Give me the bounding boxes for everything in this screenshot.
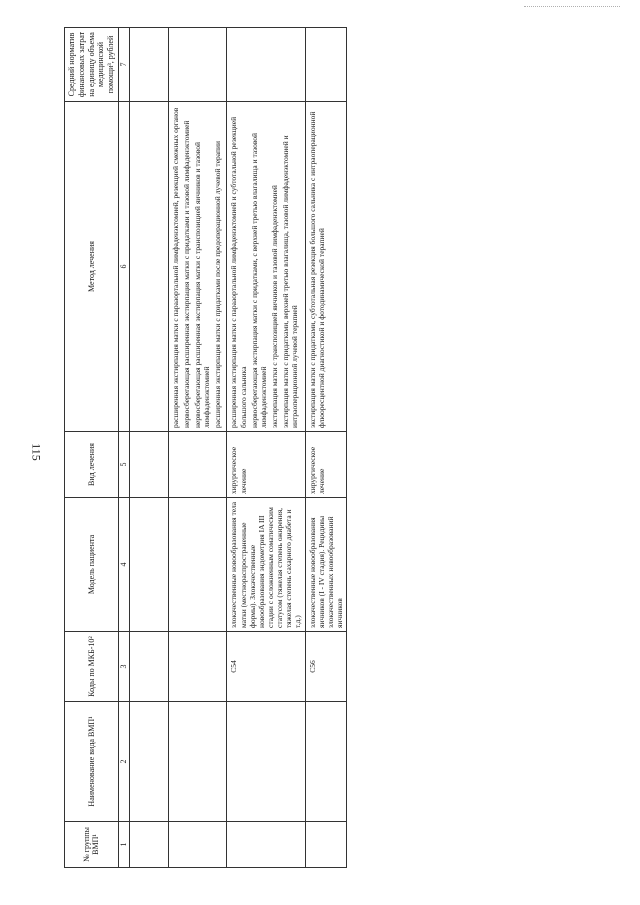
method-item: расширенная экстирпация матки с парааортальной лимфаденэктомией и субтотальной резекцией большого сальника bbox=[229, 116, 248, 428]
vmp-table bbox=[64, 27, 347, 868]
header-row bbox=[65, 28, 119, 868]
method-item: нервосберегающая экстирпация матки с придатками, с верхней третью влагалища и тазовой лимфаденэктомией bbox=[249, 132, 268, 428]
method-item: экстирпация матки с придатками, верхней третью влагалища, тазовой лимфаденэктомией и интраоперационной лучевой терапией bbox=[281, 135, 300, 428]
method-item: нервосберегающая расширенная экстирпация матки с придатками и тазовой лимфаденэктомией bbox=[181, 120, 191, 428]
method-item: нервосберегающая расширенная экстирпация матки с транспозицией яичников и тазовой лимфаденэктомией bbox=[193, 141, 212, 428]
col-number: 3 bbox=[118, 632, 129, 702]
page-number: 115 bbox=[29, 443, 44, 461]
scan-artifact bbox=[524, 6, 620, 9]
icd-code-cell: C56 bbox=[305, 632, 347, 702]
table-row bbox=[168, 28, 227, 868]
treatment-type-cell: хирургическое лечение bbox=[305, 432, 347, 498]
method-cell bbox=[305, 102, 347, 432]
header-patient-model: Модель пациента bbox=[65, 498, 119, 632]
patient-model-cell: злокачественные новообразования яичников (I - IV стадия). Рецидивы злокачественных новообразований яичников bbox=[305, 498, 347, 632]
method-item: расширенная экстирпация матки с парааортальной лимфаденэктомией, резекцией смежных органов bbox=[170, 107, 180, 428]
method-item: экстирпация матки с транспозицией яичников и тазовой лимфаденэктомией bbox=[270, 185, 280, 428]
header-avg-cost: Средний норматив финансовых затрат на единицу объема медицинской помощи³, рублей bbox=[65, 28, 119, 102]
method-cell bbox=[227, 102, 305, 432]
patient-model-cell: злокачественные новообразования тела матки (местнораспространенные формы). Злокачественные новообразования эндометрия IA III стадии с осложненным соматическим статусом (тяжелая степень ожирения, тяжелая степень сахарного диабета и т.д.) bbox=[227, 498, 305, 632]
col-number: 4 bbox=[118, 498, 129, 632]
col-number: 7 bbox=[118, 28, 129, 102]
method-item: расширенная экстирпация матки с придатками после предоперационной лучевой терапии bbox=[213, 140, 223, 428]
col-number: 5 bbox=[118, 432, 129, 498]
rotated-table-container bbox=[64, 28, 640, 868]
method-cell bbox=[168, 102, 227, 432]
method-item: экстирпация матки с придатками, субтотальная резекция большого сальника с интраоперационной флюоресцентной диагностикой и фотодинамической терапией bbox=[307, 111, 326, 428]
header-vmp-name: Наименование вида ВМП¹ bbox=[65, 702, 119, 822]
spacer-row bbox=[129, 28, 168, 868]
header-treatment-method: Метод лечения bbox=[65, 102, 119, 432]
col-number: 2 bbox=[118, 702, 129, 822]
column-number-row bbox=[118, 28, 129, 868]
treatment-type-cell: хирургическое лечение bbox=[227, 432, 305, 498]
table-row bbox=[305, 28, 347, 868]
table-row bbox=[227, 28, 305, 868]
header-treatment-type: Вид лечения bbox=[65, 432, 119, 498]
col-number: 6 bbox=[118, 102, 129, 432]
header-group-no: № группы ВМП¹ bbox=[65, 822, 119, 868]
col-number: 1 bbox=[118, 822, 129, 868]
header-icd-codes: Коды по МКБ-10² bbox=[65, 632, 119, 702]
icd-code-cell: C54 bbox=[227, 632, 305, 702]
